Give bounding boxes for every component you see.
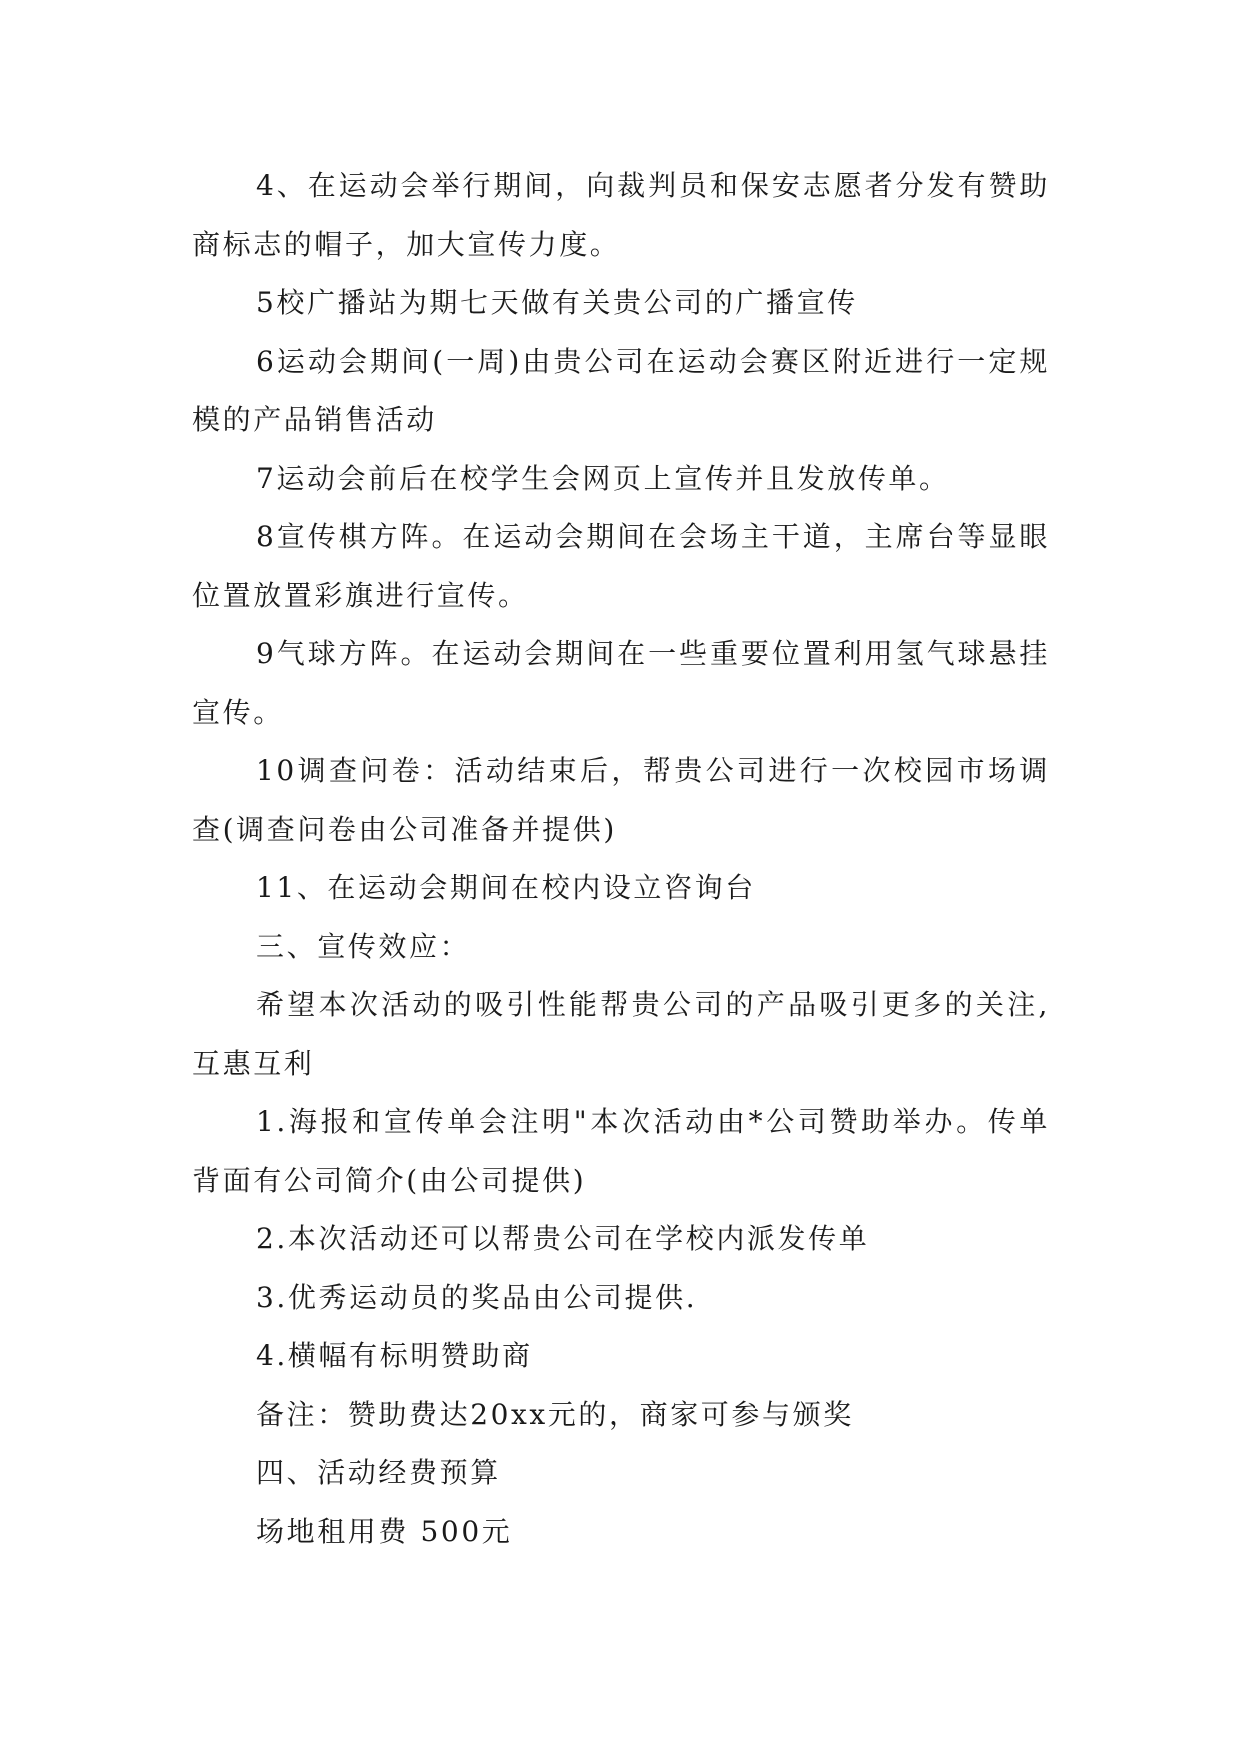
paragraph-benefit-1: 1.海报和宣传单会注明"本次活动由*公司赞助举办。传单背面有公司简介(由公司提供) bbox=[192, 1105, 1050, 1197]
paragraph-item-11: 11、在运动会期间在校内设立咨询台 bbox=[256, 871, 756, 904]
paragraph-venue-fee: 场地租用费 500元 bbox=[256, 1514, 513, 1548]
paragraph-benefit-2: 2.本次活动还可以帮贵公司在学校内派发传单 bbox=[256, 1222, 870, 1255]
section-heading-budget: 四、活动经费预算 bbox=[256, 1456, 501, 1489]
paragraph-item-8: 8宣传棋方阵。在运动会期间在会场主干道，主席台等显眼位置放置彩旗进行宣传。 bbox=[192, 520, 1050, 612]
paragraph-item-5: 5校广播站为期七天做有关贵公司的广播宣传 bbox=[256, 286, 858, 319]
paragraph-item-10: 10调查问卷：活动结束后，帮贵公司进行一次校园市场调查(调查问卷由公司准备并提供) bbox=[192, 754, 1050, 846]
paragraph-intro: 希望本次活动的吸引性能帮贵公司的产品吸引更多的关注,互惠互利 bbox=[192, 988, 1050, 1080]
paragraph-benefit-3: 3.优秀运动员的奖品由公司提供. bbox=[256, 1280, 698, 1314]
paragraph-remark: 备注：赞助费达20xx元的，商家可参与颁奖 bbox=[256, 1397, 854, 1431]
document-body bbox=[192, 157, 1050, 1561]
paragraph-item-9: 9气球方阵。在运动会期间在一些重要位置利用氢气球悬挂宣传。 bbox=[192, 637, 1050, 729]
paragraph-benefit-4: 4.横幅有标明赞助商 bbox=[256, 1339, 533, 1372]
section-heading-publicity-effect: 三、宣传效应： bbox=[256, 929, 471, 963]
paragraph-item-6: 6运动会期间(一周)由贵公司在运动会赛区附近进行一定规模的产品销售活动 bbox=[192, 344, 1050, 436]
paragraph-item-4: 4、在运动会举行期间，向裁判员和保安志愿者分发有赞助商标志的帽子，加大宣传力度。 bbox=[192, 169, 1050, 261]
paragraph-item-7: 7运动会前后在校学生会网页上宣传并且发放传单。 bbox=[256, 461, 950, 495]
